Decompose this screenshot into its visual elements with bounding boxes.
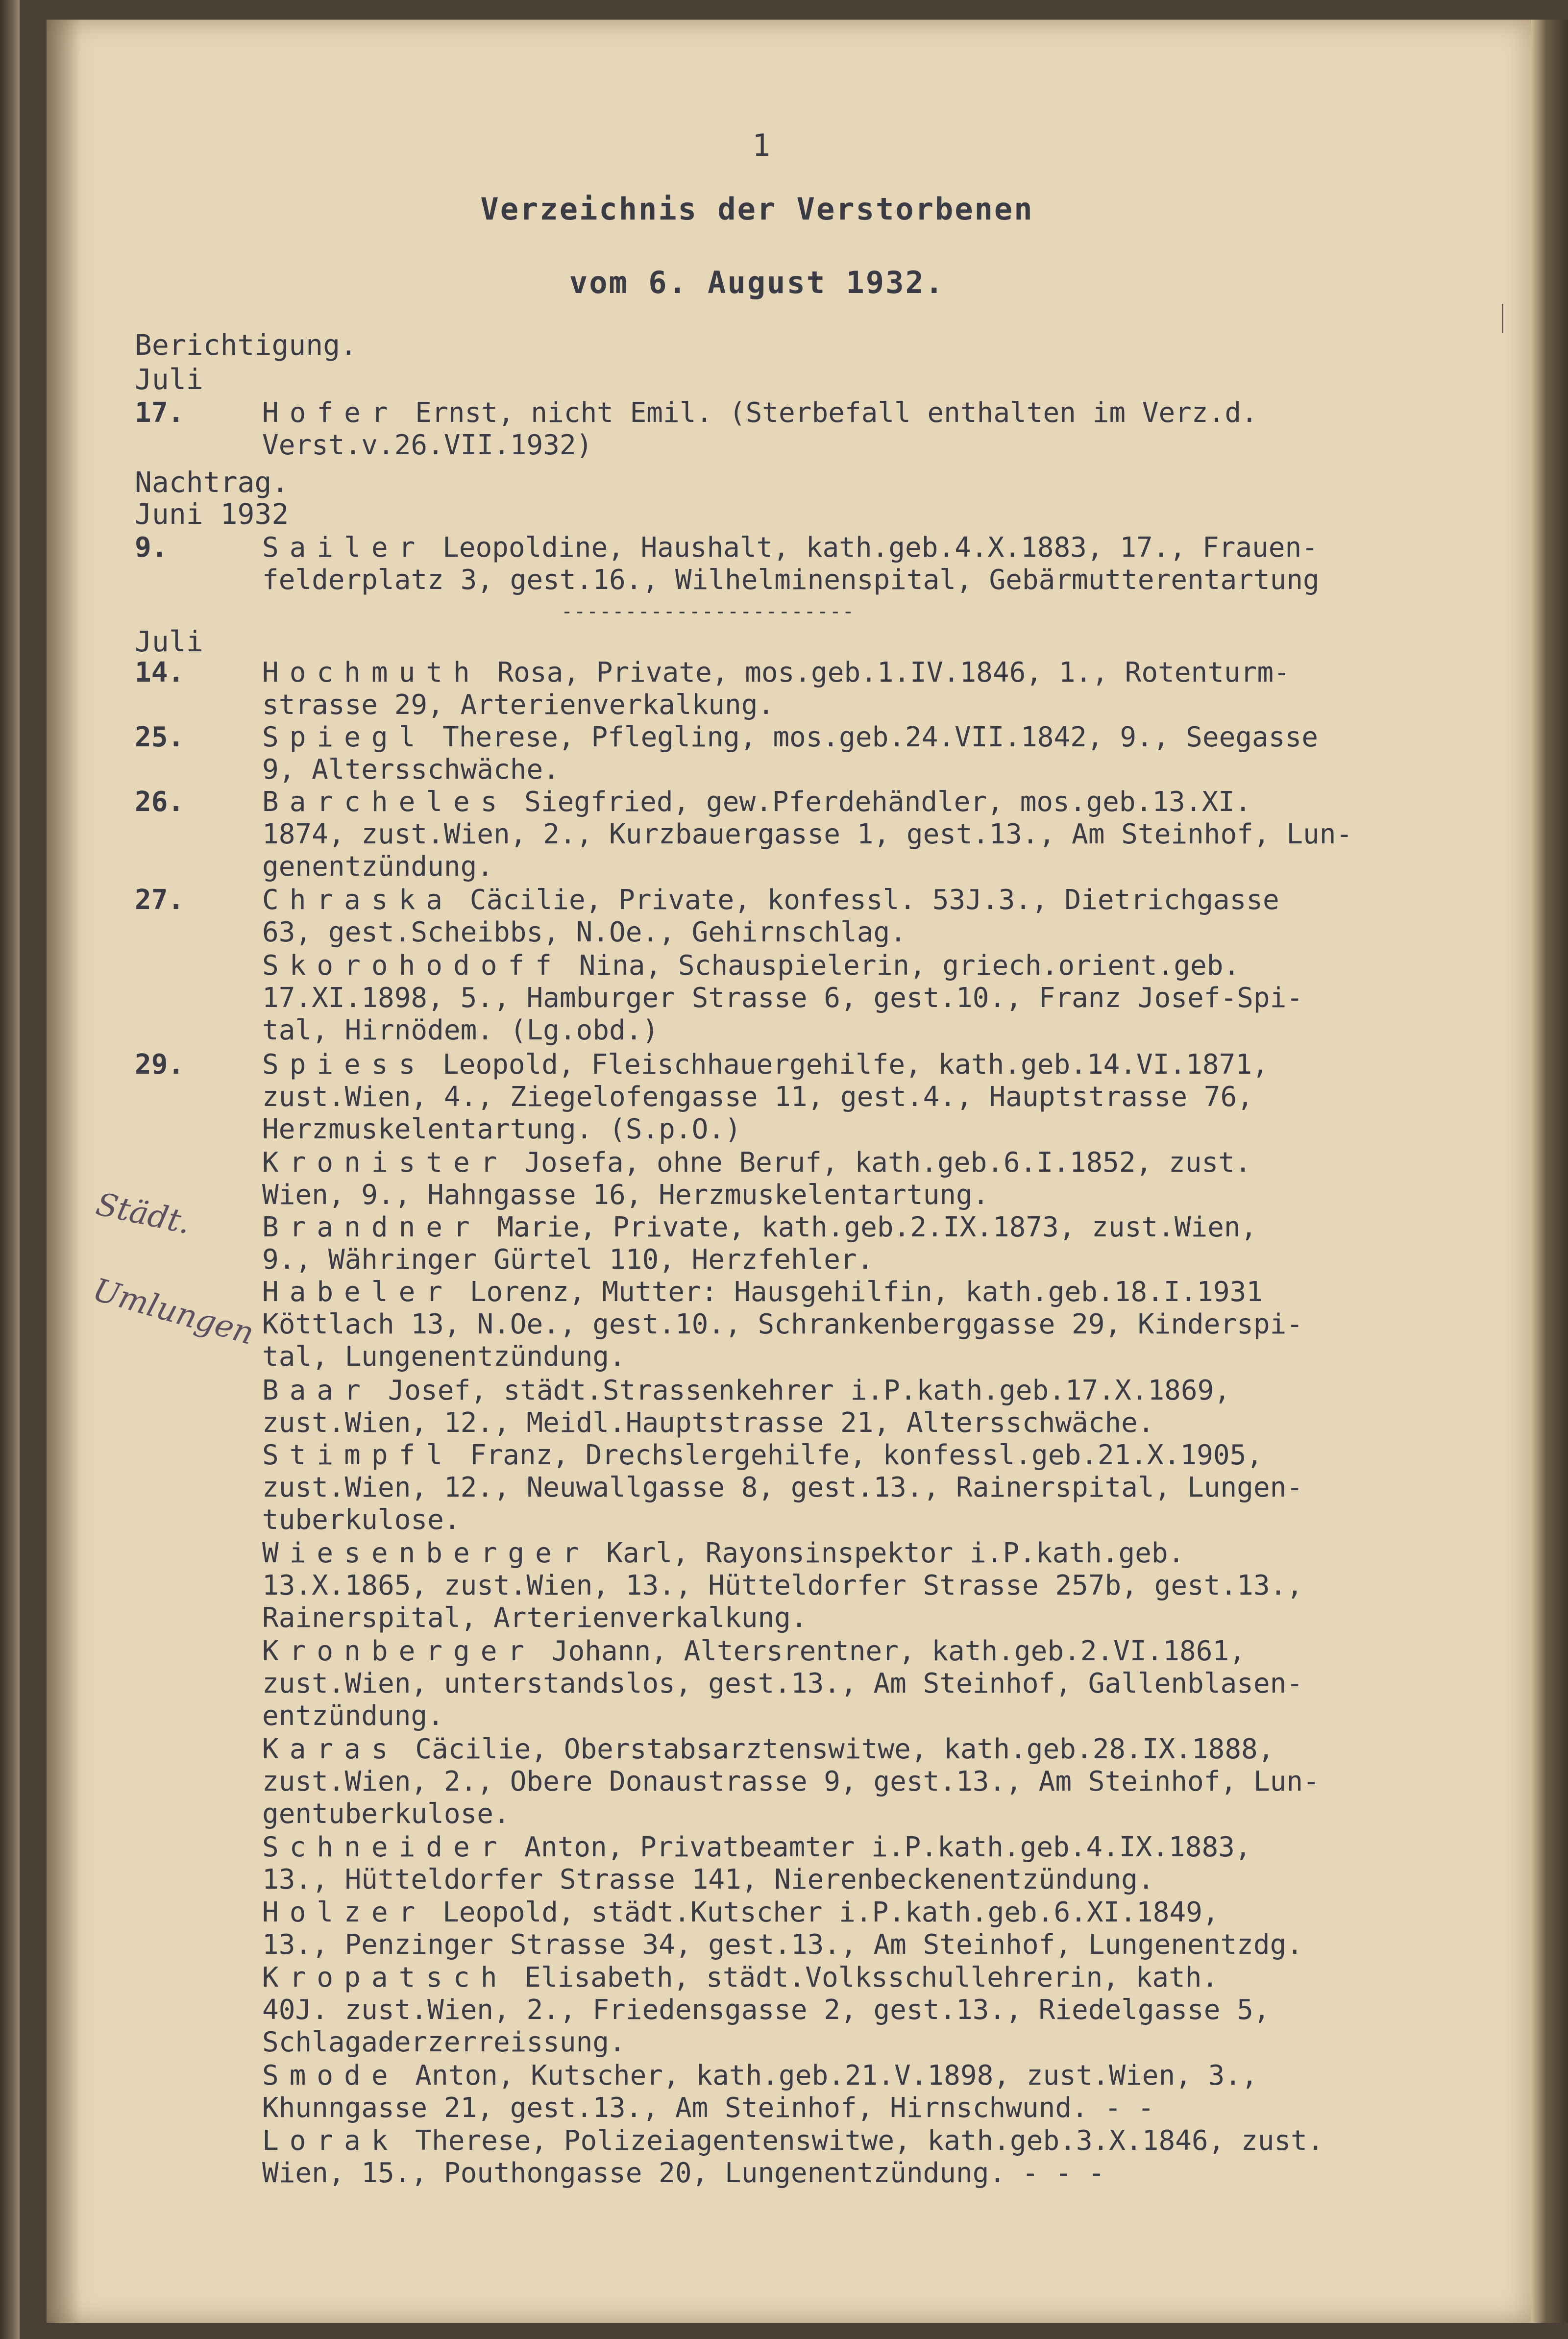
- entry-day: 14.: [135, 657, 185, 689]
- entry-details: Anton, Privatbeamter i.P.kath.geb.4.IX.1883, 13., Hütteldorfer Strasse 141, Nierenbeckenentzündung.: [262, 1831, 1251, 1896]
- handwritten-note: Umlungen: [89, 1271, 258, 1353]
- entry-surname: Spiess: [262, 1049, 426, 1081]
- document-title: Verzeichnis der Verstorbenen: [480, 191, 1034, 227]
- entry-details: Johann, Altersrentner, kath.geb.2.VI.1861, zust.Wien, unterstandslos, gest.13., Am Steinhof, Gallenblasen- entzündung.: [262, 1635, 1303, 1732]
- entry-details: Nina, Schauspielerin, griech.orient.geb. 17.XI.1898, 5., Hamburger Strasse 6, gest.10., Franz Josef-Spi- tal, Hirnödem. (Lg.obd.): [262, 950, 1303, 1046]
- entry-surname: Smode: [262, 2060, 399, 2092]
- entry-surname: Hofer: [262, 397, 399, 429]
- entry-day: 29.: [135, 1049, 185, 1081]
- entry-surname: Barcheles: [262, 786, 508, 818]
- entry-surname: Skorohodoff: [262, 950, 563, 982]
- entry-surname: Chraska: [262, 884, 454, 916]
- entry-surname: Holzer: [262, 1896, 426, 1928]
- entry-details: Ernst, nicht Emil. (Sterbefall enthalten im Verz.d. Verst.v.26.VII.1932): [262, 397, 1258, 461]
- entry-details: Cäcilie, Private, konfessl. 53J.3., Dietrichgasse 63, gest.Scheibbs, N.Oe., Gehirnschlag.: [262, 884, 1279, 948]
- section-separator: -----------------------: [561, 600, 855, 623]
- margin-mark: [1502, 304, 1503, 333]
- entry-details: Anton, Kutscher, kath.geb.21.V.1898, zust.Wien, 3., Khunngasse 21, gest.13., Am Steinhof, Hirnschwund. - -: [262, 2060, 1258, 2124]
- entry-details: Leopold, Fleischhauergehilfe, kath.geb.14.VI.1871, zust.Wien, 4., Ziegelofengasse 11, gest.4., Hauptstrasse 76, Herzmuskelentartung. (S.p.O.): [262, 1049, 1269, 1145]
- entry-details: Josef, städt.Strassenkehrer i.P.kath.geb.17.X.1869, zust.Wien, 12., Meidl.Hauptstrasse 21, Altersschwäche.: [262, 1375, 1231, 1439]
- addendum-month: Juni 1932: [135, 497, 289, 531]
- entry-details: Josefa, ohne Beruf, kath.geb.6.I.1852, zust. Wien, 9., Hahngasse 16, Herzmuskelentartung.: [262, 1147, 1251, 1211]
- entry-details: Cäcilie, Oberstabsarztenswitwe, kath.geb.28.IX.1888, zust.Wien, 2., Obere Donaustrasse 9, gest.13., Am Steinhof, Lun- gentuberkulose.: [262, 1733, 1320, 1830]
- entry-details: Leopold, städt.Kutscher i.P.kath.geb.6.XI.1849, 13., Penzinger Strasse 34, gest.13., Am Steinhof, Lungenentzdg.: [262, 1896, 1303, 1961]
- entry-surname: Habeler: [262, 1276, 454, 1308]
- entry-details: Therese, Polizeiagentenswitwe, kath.geb.3.X.1846, zust. Wien, 15., Pouthongasse 20, Lungenentzündung. - - -: [262, 2125, 1324, 2189]
- addendum-heading: Nachtrag.: [135, 466, 289, 499]
- entry-details: Leopoldine, Haushalt, kath.geb.4.X.1883, 17., Frauen- felderplatz 3, gest.16., Wilhelminenspital, Gebärmutterentartung: [262, 532, 1320, 596]
- entry-day: 17.: [135, 397, 185, 429]
- entry-surname: Karas: [262, 1733, 399, 1765]
- document-date: vom 6. August 1932.: [569, 265, 945, 300]
- book-binding-left: [0, 0, 20, 2339]
- entry-surname: Spiegl: [262, 721, 426, 753]
- entry-surname: Kronister: [262, 1147, 508, 1179]
- entry-details: Siegfried, gew.Pferdehändler, mos.geb.13.XI. 1874, zust.Wien, 2., Kurzbauergasse 1, gest.13., Am Steinhof, Lun- genentzündung.: [262, 786, 1353, 883]
- entry-day: 25.: [135, 721, 185, 753]
- entry-surname: Stimpfl: [262, 1439, 454, 1471]
- entry-details: Franz, Drechslergehilfe, konfessl.geb.21.X.1905, zust.Wien, 12., Neuwallgasse 8, gest.13., Rainerspital, Lungen- tuberkulose.: [262, 1439, 1303, 1536]
- entry-surname: Brandner: [262, 1211, 481, 1243]
- entry-surname: Hochmuth: [262, 657, 481, 689]
- entry-day: 9.: [135, 532, 168, 564]
- entry-surname: Baar: [262, 1375, 371, 1406]
- entry-details: Elisabeth, städt.Volksschullehrerin, kath. 40J. zust.Wien, 2., Friedensgasse 2, gest.13., Riedelgasse 5, Schlagaderzerreissung.: [262, 1962, 1270, 2058]
- page-number: 1: [752, 127, 771, 163]
- entry-details: Therese, Pflegling, mos.geb.24.VII.1842, 9., Seegasse 9, Altersschwäche.: [262, 721, 1318, 786]
- binding-shadow: [47, 20, 81, 2323]
- entry-details: Marie, Private, kath.geb.2.IX.1873, zust.Wien, 9., Währinger Gürtel 110, Herzfehler.: [262, 1211, 1257, 1276]
- entry-day: 26.: [135, 786, 185, 818]
- entry-surname: Sailer: [262, 532, 426, 564]
- correction-heading: Berichtigung.: [135, 328, 357, 362]
- july-month: Juli: [135, 625, 203, 658]
- entry-details: Karl, Rayonsinspektor i.P.kath.geb. 13.X.1865, zust.Wien, 13., Hütteldorfer Strasse 257b, gest.13., Rainerspital, Arterienverkalkung.: [262, 1537, 1303, 1634]
- entry-details: Lorenz, Mutter: Hausgehilfin, kath.geb.18.I.1931 Köttlach 13, N.Oe., gest.10., Schrankenberggasse 29, Kinderspi- tal, Lungenentzündung.: [262, 1276, 1303, 1373]
- entry-surname: Kronberger: [262, 1635, 536, 1667]
- entry-details: Rosa, Private, mos.geb.1.IV.1846, 1., Rotenturm- strasse 29, Arterienverkalkung.: [262, 657, 1290, 721]
- entry-surname: Schneider: [262, 1831, 508, 1863]
- document-page: [47, 20, 1531, 2323]
- entry-surname: Lorak: [262, 2125, 399, 2157]
- handwritten-note: Städt.: [93, 1186, 194, 1242]
- book-edge-right: [1531, 20, 1568, 2323]
- entry-surname: Kropatsch: [262, 1962, 508, 1994]
- correction-month: Juli: [135, 363, 203, 396]
- entry-day: 27.: [135, 884, 185, 916]
- entry-surname: Wiesenberger: [262, 1537, 590, 1569]
